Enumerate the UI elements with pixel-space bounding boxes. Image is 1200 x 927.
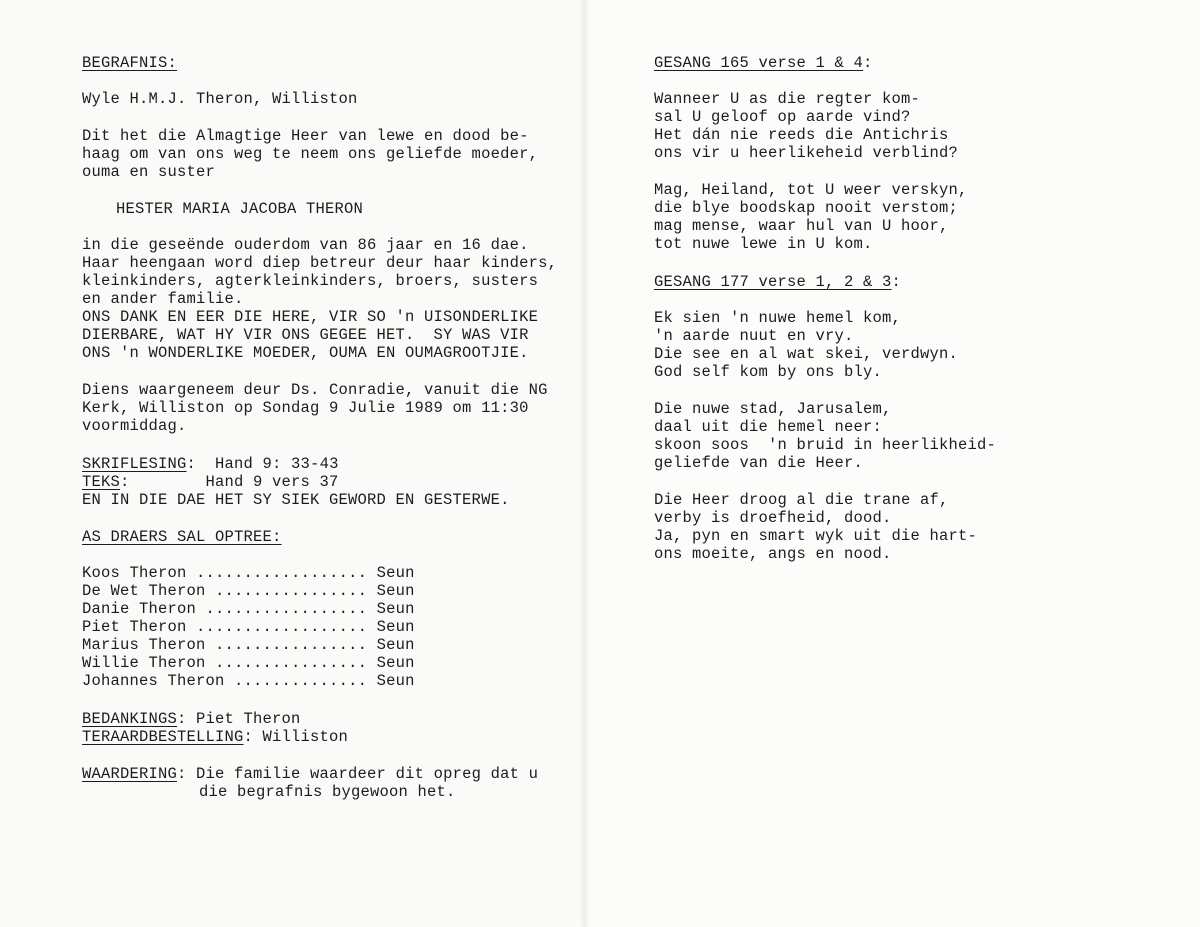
appreciation-line-2: die begrafnis bygewoon het. <box>199 783 456 801</box>
scripture-value: Hand 9: 33-43 <box>215 455 339 473</box>
bearer-row: Johannes Theron .............. Seun <box>82 672 415 690</box>
burial-label: TERAARDBESTELLING <box>82 728 244 746</box>
hymn2-line: skoon soos 'n bruid in heerlikheid- <box>654 436 997 454</box>
bearer-row: De Wet Theron ................ Seun <box>82 582 415 600</box>
hymn2-line: Die see en al wat skei, verdwyn. <box>654 345 959 363</box>
age-line-5: ONS DANK EN EER DIE HERE, VIR SO 'n UISONDERLIKE <box>82 308 539 326</box>
bearers-heading: AS DRAERS SAL OPTREE: <box>82 528 282 546</box>
deceased-line: Wyle H.M.J. Theron, Williston <box>82 90 358 108</box>
hymn2-line: geliefde van die Heer. <box>654 454 864 472</box>
appreciation-label: WAARDERING <box>82 765 178 783</box>
hymn1-line: tot nuwe lewe in U kom. <box>654 235 873 253</box>
age-line-1: in die geseënde ouderdom van 86 jaar en 16 dae. <box>82 236 529 254</box>
thanks-line: BEDANKINGS: Piet Theron <box>82 710 301 728</box>
hymn2-line: God self kom by ons bly. <box>654 363 883 381</box>
age-line-7: ONS 'n WONDERLIKE MOEDER, OUMA EN OUMAGROOTJIE. <box>82 344 529 362</box>
bearer-row: Willie Theron ................ Seun <box>82 654 415 672</box>
burial-line: TERAARDBESTELLING: Williston <box>82 728 349 746</box>
intro-line-1: Dit het die Almagtige Heer van lewe en dood be- <box>82 127 529 145</box>
full-name: HESTER MARIA JACOBA THERON <box>116 200 364 218</box>
intro-line-3: ouma en suster <box>82 163 216 181</box>
hymn2-line: ons moeite, angs en nood. <box>654 545 892 563</box>
text-label: TEKS <box>82 473 121 491</box>
hymn2-line: Die nuwe stad, Jarusalem, <box>654 400 892 418</box>
hymn2-line: verby is droefheid, dood. <box>654 509 892 527</box>
intro-line-2: haag om van ons weg te neem ons geliefde moeder, <box>82 145 539 163</box>
hymn2-line: daal uit die hemel neer: <box>654 418 883 436</box>
age-line-4: en ander familie. <box>82 290 244 308</box>
thanks-label: BEDANKINGS <box>82 710 178 728</box>
text-line: TEKS: Hand 9 vers 37 <box>82 473 339 491</box>
hymn2-heading: GESANG 177 verse 1, 2 & 3: <box>654 273 902 291</box>
age-line-2: Haar heengaan word diep betreur deur haar kinders, <box>82 254 558 272</box>
bearer-row: Koos Theron .................. Seun <box>82 564 415 582</box>
hymn1-line: Mag, Heiland, tot U weer verskyn, <box>654 181 968 199</box>
service-line-3: voormiddag. <box>82 417 187 435</box>
hymn2-line: Ek sien 'n nuwe hemel kom, <box>654 309 902 327</box>
hymn1-line: die blye boodskap nooit verstom; <box>654 199 959 217</box>
scripture-label: SKRIFLESING <box>82 455 187 473</box>
bearer-row: Marius Theron ................ Seun <box>82 636 415 654</box>
hymn1-heading: GESANG 165 verse 1 & 4: <box>654 54 873 72</box>
page-fold <box>580 0 590 927</box>
age-line-3: kleinkinders, agterkleinkinders, broers, susters <box>82 272 539 290</box>
service-line-1: Diens waargeneem deur Ds. Conradie, vanuit die NG <box>82 381 548 399</box>
hymn1-line: Wanneer U as die regter kom- <box>654 90 921 108</box>
age-line-6: DIERBARE, WAT HY VIR ONS GEGEE HET. SY WAS VIR <box>82 326 529 344</box>
service-line-2: Kerk, Williston op Sondag 9 Julie 1989 om 11:30 <box>82 399 529 417</box>
hymn2-line: Die Heer droog al die trane af, <box>654 491 949 509</box>
thanks-value: Piet Theron <box>196 710 301 728</box>
scripture-line: SKRIFLESING: Hand 9: 33-43 <box>82 455 339 473</box>
appreciation-line-1: WAARDERING: Die familie waardeer dit opreg dat u <box>82 765 539 783</box>
hymn1-line: mag mense, waar hul van U hoor, <box>654 217 949 235</box>
hymn1-line: sal U geloof op aarde vind? <box>654 108 911 126</box>
hymn1-line: ons vir u heerlikeheid verblind? <box>654 144 959 162</box>
hymn2-line: Ja, pyn en smart wyk uit die hart- <box>654 527 978 545</box>
funeral-heading: BEGRAFNIS: <box>82 54 178 72</box>
hymn1-line: Het dán nie reeds die Antichris <box>654 126 949 144</box>
bearer-row: Danie Theron ................. Seun <box>82 600 415 618</box>
bearer-row: Piet Theron .................. Seun <box>82 618 415 636</box>
text-quote: EN IN DIE DAE HET SY SIEK GEWORD EN GESTERWE. <box>82 491 510 509</box>
hymn2-line: 'n aarde nuut en vry. <box>654 327 854 345</box>
text-value: Hand 9 vers 37 <box>205 473 339 491</box>
burial-value: Williston <box>262 728 349 746</box>
